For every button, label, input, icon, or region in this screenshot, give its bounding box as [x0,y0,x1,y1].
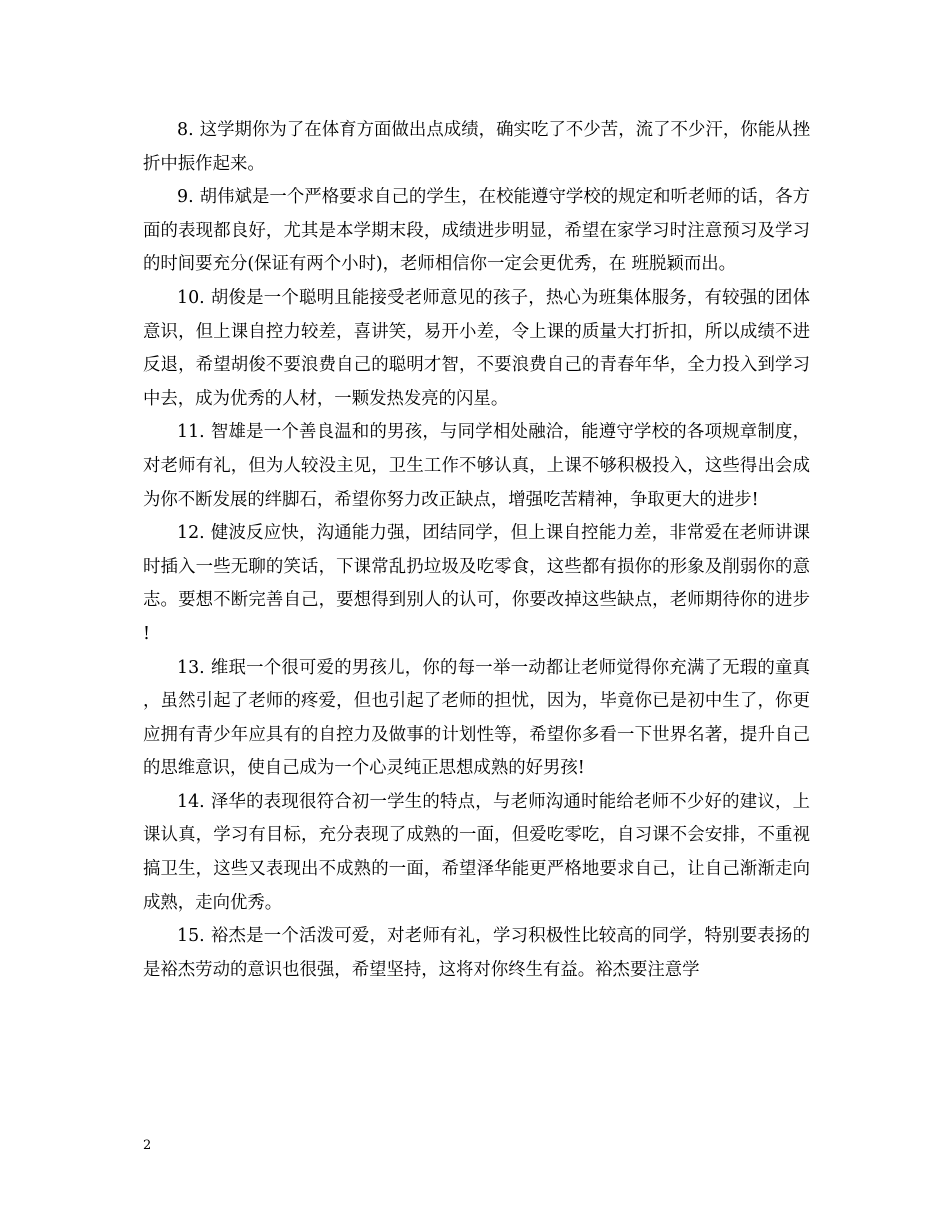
paragraph-number: 11. [177,422,205,443]
paragraph-number: 13. [177,657,205,678]
paragraph-number: 12. [177,523,205,544]
paragraph-number: 10. [177,287,205,308]
paragraph-13 [143,652,810,786]
paragraph-number: 8. [177,120,194,140]
page-number: 2 [143,1138,152,1153]
paragraph-text: 这学期你为了在体育方面做出点成绩，确实吃了不少苦，流了不少汗，你能从挫折中振作起来。 [143,120,810,174]
paragraph-text: 健波反应快，沟通能力强，团结同学，但上课自控能力差，非常爱在老师讲课时插入一些无聊的笑话，下课常乱扔垃圾及吃零食，这些都有损你的形象及削弱你的意志。要想不断完善自己，要想得到别人的认可，你要改掉这些缺点，老师期待你的进步! [143,523,810,644]
paragraph-14 [143,786,810,920]
paragraph-number: 15. [177,926,205,947]
paragraph-text: 胡俊是一个聪明且能接受老师意见的孩子，热心为班集体服务，有较强的团体意识，但上课自控力较差，喜讲笑，易开小差，令上课的质量大打折扣，所以成绩不进反退，希望胡俊不要浪费自己的聪明才智，不要浪费自己的青春年华，全力投入到学习中去，成为优秀的人材，一颗发热发亮的闪星。 [143,287,810,409]
paragraph-11 [143,416,810,517]
paragraph-number: 14. [177,791,205,812]
paragraph-text: 泽华的表现很符合初一学生的特点，与老师沟通时能给老师不少好的建议，上课认真，学习有目标，充分表现了成熟的一面，但爱吃零吃，自习课不会安排，不重视搞卫生，这些又表现出不成熟的一面，希望泽华能更严格地要求自己，让自己渐渐走向成熟，走向优秀。 [143,791,810,913]
paragraph-text: 胡伟斌是一个严格要求自己的学生，在校能遵守学校的规定和听老师的话，各方面的表现都良好，尤其是本学期末段，成绩进步明显，希望在家学习时注意预习及学习的时间要充分(保证有两个小时)，老师相信你一定会更优秀，在 班脱颖而出。 [143,187,810,275]
paragraph-10 [143,282,810,416]
paragraph-15 [143,920,810,987]
paragraph-text: 维珉一个很可爱的男孩儿，你的每一举一动都让老师觉得你充满了无瑕的童真，虽然引起了老师的疼爱，但也引起了老师的担忧，因为，毕竟你已是初中生了，你更应拥有青少年应具有的自控力及做事的计划性等，希望你多看一下世界名著，提升自己的思维意识，使自己成为一个心灵纯正思想成熟的好男孩! [143,657,810,779]
paragraph-12 [143,517,810,651]
paragraph-8 [143,114,810,181]
paragraph-text: 智雄是一个善良温和的男孩，与同学相处融洽，能遵守学校的各项规章制度，对老师有礼，但为人较没主见，卫生工作不够认真，上课不够积极投入，这些得出会成为你不断发展的绊脚石，希望你努力改正缺点，增强吃苦精神，争取更大的进步! [143,422,810,510]
paragraph-9 [143,181,810,282]
paragraph-text: 裕杰是一个活泼可爱，对老师有礼，学习积极性比较高的同学，特别要表扬的是裕杰劳动的意识也很强，希望坚持，这将对你终生有益。裕杰要注意学 [143,926,810,980]
document-body [143,114,810,987]
paragraph-number: 9. [177,187,194,208]
